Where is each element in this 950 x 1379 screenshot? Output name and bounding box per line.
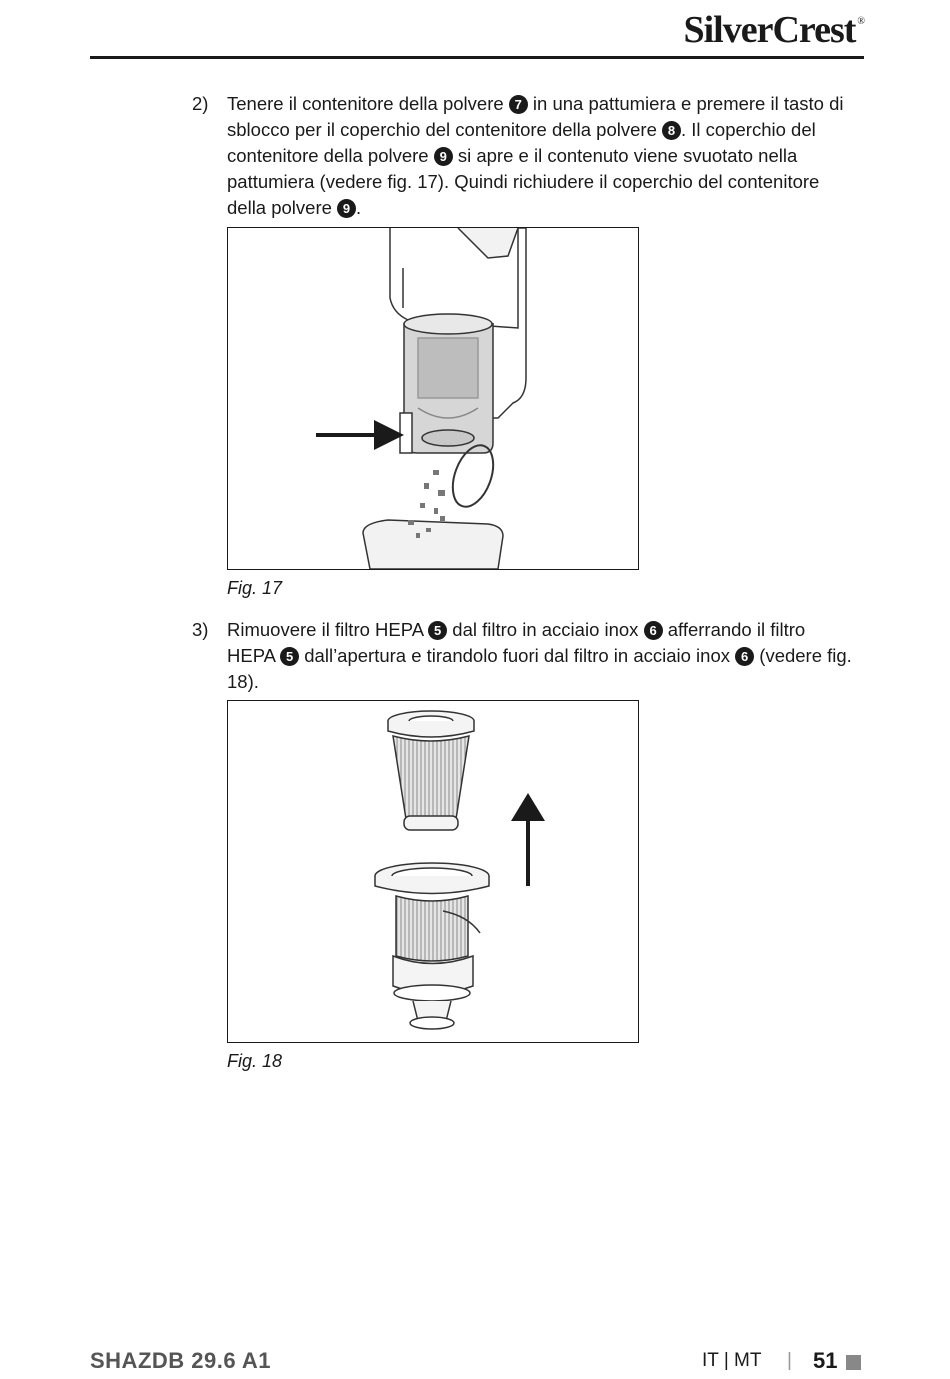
part-number-badge: 9 <box>434 147 453 166</box>
header-rule <box>90 56 864 59</box>
part-number-badge: 6 <box>644 621 663 640</box>
footer-separator: | <box>787 1350 792 1371</box>
step-text-segment: dal filtro in acciaio inox <box>447 619 644 640</box>
step-text-segment: (vedere fig. 18). <box>227 645 852 692</box>
part-number-badge: 8 <box>662 121 681 140</box>
footer-model-number: SHAZDB 29.6 A1 <box>90 1348 272 1373</box>
footer-marker <box>846 1355 861 1370</box>
step-text-segment: Tenere il contenitore della polvere <box>227 93 509 114</box>
page-number: 51 <box>813 1348 838 1373</box>
step-text-segment: si apre e il contenuto viene svuotato nella pattumiera (vedere fig. 17). Quindi richiudere il coperchio del contenitore della polvere <box>227 145 820 218</box>
part-number-badge: 5 <box>280 647 299 666</box>
figure-18-caption: Fig. 18 <box>227 1051 283 1071</box>
footer-languages: IT | MT <box>702 1350 762 1371</box>
part-number-badge: 9 <box>337 199 356 218</box>
figure-17-caption: Fig. 17 <box>227 578 283 598</box>
step-text-segment: . <box>356 197 362 218</box>
instruction-step-3 <box>192 617 852 695</box>
part-number-badge: 6 <box>735 647 754 666</box>
step-text <box>227 617 852 695</box>
step-text-segment: Rimuovere il filtro HEPA <box>227 619 429 640</box>
step-text-segment: dall’apertura e tirandolo fuori dal filtro in acciaio inox <box>299 645 736 666</box>
step-text <box>227 91 852 221</box>
step-text-segment: afferrando il filtro HEPA <box>227 619 806 666</box>
step-number: 3) <box>192 619 209 640</box>
part-number-badge: 7 <box>509 95 528 114</box>
part-number-badge: 5 <box>428 621 447 640</box>
step-text-segment: . Il coperchio del contenitore della polvere <box>227 119 816 166</box>
step-text-segment: in una pattumiera e premere il tasto di sblocco per il coperchio del contenitore della polvere <box>227 93 844 140</box>
figure-18-illustration <box>227 700 639 1043</box>
step-number: 2) <box>192 93 209 114</box>
instruction-step-2 <box>192 91 852 221</box>
brand-logo: SilverCrest ® <box>683 9 864 51</box>
figure-17-illustration <box>227 227 639 570</box>
